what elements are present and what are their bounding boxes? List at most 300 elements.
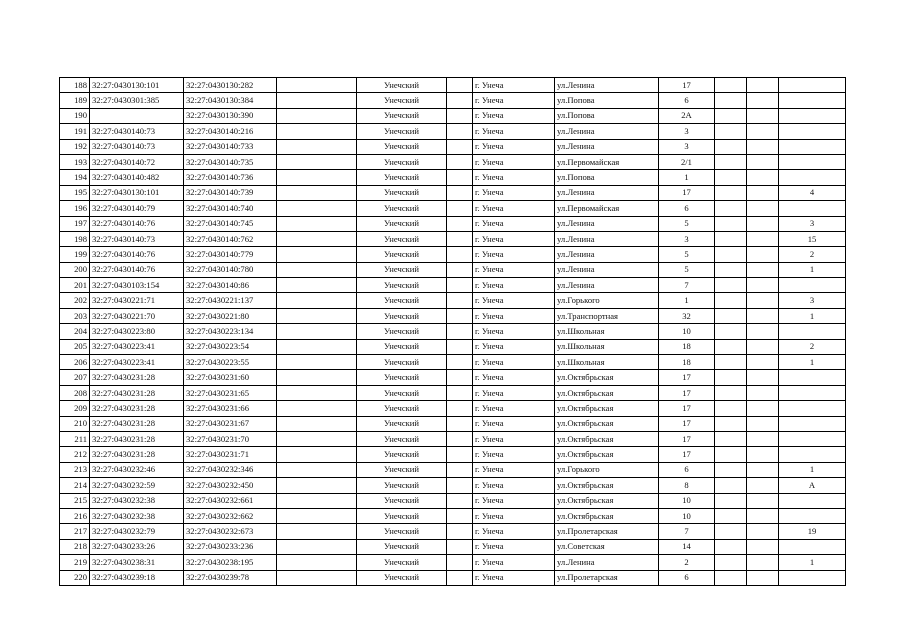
- city-cell: г. Унеча: [473, 355, 555, 370]
- house-number-cell: 32: [659, 308, 715, 323]
- table-row: [60, 478, 846, 493]
- table-row: [60, 216, 846, 231]
- street-cell: ул.Пролетарская: [555, 524, 659, 539]
- street-cell: ул.Октябрьская: [555, 447, 659, 462]
- apartment-cell: 1: [779, 262, 846, 277]
- district-cell: Унечский: [357, 401, 447, 416]
- empty-cell: [277, 508, 357, 523]
- row-number: 203: [60, 308, 90, 323]
- cadastral-number-parcel: 32:27:0430223:41: [90, 339, 184, 354]
- empty-cell: [715, 370, 747, 385]
- district-cell: Унечский: [357, 170, 447, 185]
- table-row: [60, 154, 846, 169]
- street-cell: ул.Ленина: [555, 231, 659, 246]
- empty-cell: [277, 539, 357, 554]
- district-cell: Унечский: [357, 493, 447, 508]
- empty-cell: [447, 416, 473, 431]
- apartment-cell: [779, 278, 846, 293]
- street-cell: ул.Советская: [555, 539, 659, 554]
- apartment-cell: 1: [779, 308, 846, 323]
- empty-cell: [747, 508, 779, 523]
- empty-cell: [447, 170, 473, 185]
- empty-cell: [277, 293, 357, 308]
- district-cell: Унечский: [357, 93, 447, 108]
- row-number: 194: [60, 170, 90, 185]
- empty-cell: [747, 216, 779, 231]
- empty-cell: [277, 493, 357, 508]
- empty-cell: [747, 355, 779, 370]
- street-cell: ул.Ленина: [555, 185, 659, 200]
- empty-cell: [447, 154, 473, 169]
- street-cell: ул.Ленина: [555, 278, 659, 293]
- district-cell: Унечский: [357, 339, 447, 354]
- street-cell: ул.Октябрьская: [555, 385, 659, 400]
- cadastral-number-parcel: 32:27:0430140:482: [90, 170, 184, 185]
- house-number-cell: 8: [659, 478, 715, 493]
- cadastral-number-parcel: 32:27:0430232:38: [90, 493, 184, 508]
- row-number: 217: [60, 524, 90, 539]
- row-number: 198: [60, 231, 90, 246]
- street-cell: ул.Школьная: [555, 339, 659, 354]
- empty-cell: [715, 124, 747, 139]
- apartment-cell: [779, 493, 846, 508]
- empty-cell: [715, 416, 747, 431]
- cadastral-number-parcel: 32:27:0430301:385: [90, 93, 184, 108]
- city-cell: г. Унеча: [473, 493, 555, 508]
- table-row: [60, 339, 846, 354]
- empty-cell: [715, 185, 747, 200]
- row-number: 199: [60, 247, 90, 262]
- city-cell: г. Унеча: [473, 478, 555, 493]
- street-cell: ул.Ленина: [555, 247, 659, 262]
- cadastral-number-parcel: 32:27:0430232:38: [90, 508, 184, 523]
- cadastral-number-object: 32:27:0430231:65: [184, 385, 277, 400]
- empty-cell: [447, 385, 473, 400]
- house-number-cell: 18: [659, 355, 715, 370]
- empty-cell: [447, 231, 473, 246]
- cadastral-number-parcel: 32:27:0430130:101: [90, 78, 184, 93]
- city-cell: г. Унеча: [473, 231, 555, 246]
- cadastral-number-parcel: 32:27:0430232:46: [90, 462, 184, 477]
- apartment-cell: [779, 201, 846, 216]
- street-cell: ул.Первомайская: [555, 201, 659, 216]
- empty-cell: [747, 262, 779, 277]
- empty-cell: [447, 370, 473, 385]
- empty-cell: [447, 139, 473, 154]
- empty-cell: [747, 447, 779, 462]
- apartment-cell: [779, 78, 846, 93]
- street-cell: ул.Попова: [555, 93, 659, 108]
- street-cell: ул.Пролетарская: [555, 570, 659, 585]
- city-cell: г. Унеча: [473, 247, 555, 262]
- empty-cell: [715, 108, 747, 123]
- city-cell: г. Унеча: [473, 293, 555, 308]
- cadastral-number-object: 32:27:0430221:137: [184, 293, 277, 308]
- apartment-cell: [779, 370, 846, 385]
- empty-cell: [715, 216, 747, 231]
- empty-cell: [447, 201, 473, 216]
- property-table: [59, 77, 846, 586]
- district-cell: Унечский: [357, 539, 447, 554]
- row-number: 193: [60, 154, 90, 169]
- empty-cell: [447, 108, 473, 123]
- empty-cell: [747, 324, 779, 339]
- table-row: [60, 93, 846, 108]
- cadastral-number-object: 32:27:0430130:282: [184, 78, 277, 93]
- city-cell: г. Унеча: [473, 508, 555, 523]
- empty-cell: [277, 370, 357, 385]
- empty-cell: [715, 431, 747, 446]
- row-number: 188: [60, 78, 90, 93]
- cadastral-number-object: 32:27:0430238:195: [184, 555, 277, 570]
- cadastral-number-parcel: 32:27:0430140:79: [90, 201, 184, 216]
- apartment-cell: 1: [779, 555, 846, 570]
- empty-cell: [277, 278, 357, 293]
- row-number: 220: [60, 570, 90, 585]
- house-number-cell: 18: [659, 339, 715, 354]
- apartment-cell: [779, 447, 846, 462]
- cadastral-number-parcel: 32:27:0430130:101: [90, 185, 184, 200]
- city-cell: г. Унеча: [473, 139, 555, 154]
- district-cell: Унечский: [357, 478, 447, 493]
- apartment-cell: [779, 93, 846, 108]
- cadastral-number-parcel: 32:27:0430140:72: [90, 154, 184, 169]
- table-row: [60, 124, 846, 139]
- city-cell: г. Унеча: [473, 308, 555, 323]
- apartment-cell: 3: [779, 216, 846, 231]
- cadastral-number-parcel: 32:27:0430221:70: [90, 308, 184, 323]
- empty-cell: [277, 78, 357, 93]
- empty-cell: [747, 339, 779, 354]
- empty-cell: [447, 216, 473, 231]
- street-cell: ул.Ленина: [555, 262, 659, 277]
- city-cell: г. Унеча: [473, 201, 555, 216]
- empty-cell: [747, 431, 779, 446]
- empty-cell: [747, 493, 779, 508]
- cadastral-number-object: 32:27:0430140:86: [184, 278, 277, 293]
- empty-cell: [277, 462, 357, 477]
- house-number-cell: 17: [659, 185, 715, 200]
- empty-cell: [277, 478, 357, 493]
- table-row: [60, 247, 846, 262]
- apartment-cell: А: [779, 478, 846, 493]
- table-row: [60, 355, 846, 370]
- empty-cell: [277, 93, 357, 108]
- empty-cell: [747, 247, 779, 262]
- city-cell: г. Унеча: [473, 539, 555, 554]
- empty-cell: [447, 308, 473, 323]
- empty-cell: [277, 355, 357, 370]
- district-cell: Унечский: [357, 216, 447, 231]
- apartment-cell: [779, 539, 846, 554]
- house-number-cell: 10: [659, 324, 715, 339]
- street-cell: ул.Ленина: [555, 139, 659, 154]
- house-number-cell: 7: [659, 278, 715, 293]
- row-number: 195: [60, 185, 90, 200]
- street-cell: ул.Октябрьская: [555, 478, 659, 493]
- empty-cell: [447, 355, 473, 370]
- row-number: 210: [60, 416, 90, 431]
- district-cell: Унечский: [357, 385, 447, 400]
- empty-cell: [747, 231, 779, 246]
- apartment-cell: [779, 108, 846, 123]
- empty-cell: [447, 570, 473, 585]
- empty-cell: [715, 170, 747, 185]
- empty-cell: [715, 324, 747, 339]
- district-cell: Унечский: [357, 462, 447, 477]
- street-cell: ул.Транспортная: [555, 308, 659, 323]
- cadastral-number-object: 32:27:0430140:733: [184, 139, 277, 154]
- apartment-cell: 2: [779, 247, 846, 262]
- district-cell: Унечский: [357, 555, 447, 570]
- district-cell: Унечский: [357, 570, 447, 585]
- house-number-cell: 3: [659, 124, 715, 139]
- apartment-cell: [779, 431, 846, 446]
- cadastral-number-object: 32:27:0430232:450: [184, 478, 277, 493]
- cadastral-number-parcel: 32:27:0430238:31: [90, 555, 184, 570]
- empty-cell: [747, 555, 779, 570]
- row-number: 189: [60, 93, 90, 108]
- district-cell: Унечский: [357, 278, 447, 293]
- house-number-cell: 17: [659, 385, 715, 400]
- street-cell: ул.Ленина: [555, 555, 659, 570]
- empty-cell: [715, 339, 747, 354]
- empty-cell: [447, 447, 473, 462]
- cadastral-number-parcel: 32:27:0430231:28: [90, 385, 184, 400]
- house-number-cell: 17: [659, 431, 715, 446]
- city-cell: г. Унеча: [473, 385, 555, 400]
- apartment-cell: [779, 385, 846, 400]
- empty-cell: [447, 339, 473, 354]
- cadastral-number-object: 32:27:0430140:779: [184, 247, 277, 262]
- district-cell: Унечский: [357, 447, 447, 462]
- table-row: [60, 108, 846, 123]
- house-number-cell: 6: [659, 93, 715, 108]
- cadastral-number-parcel: 32:27:0430140:73: [90, 231, 184, 246]
- table-row: [60, 524, 846, 539]
- district-cell: Унечский: [357, 247, 447, 262]
- cadastral-number-parcel: 32:27:0430140:76: [90, 216, 184, 231]
- empty-cell: [277, 185, 357, 200]
- city-cell: г. Унеча: [473, 555, 555, 570]
- table-row: [60, 370, 846, 385]
- empty-cell: [747, 78, 779, 93]
- empty-cell: [277, 124, 357, 139]
- district-cell: Унечский: [357, 78, 447, 93]
- district-cell: Унечский: [357, 431, 447, 446]
- table-row: [60, 385, 846, 400]
- empty-cell: [747, 278, 779, 293]
- cadastral-number-parcel: 32:27:0430232:79: [90, 524, 184, 539]
- empty-cell: [447, 293, 473, 308]
- cadastral-number-object: 32:27:0430221:80: [184, 308, 277, 323]
- cadastral-number-parcel: 32:27:0430231:28: [90, 447, 184, 462]
- empty-cell: [277, 231, 357, 246]
- table-row: [60, 570, 846, 585]
- cadastral-number-object: 32:27:0430140:740: [184, 201, 277, 216]
- cadastral-number-object: 32:27:0430231:66: [184, 401, 277, 416]
- house-number-cell: 17: [659, 370, 715, 385]
- row-number: 208: [60, 385, 90, 400]
- table-row: [60, 78, 846, 93]
- city-cell: г. Унеча: [473, 185, 555, 200]
- empty-cell: [747, 308, 779, 323]
- empty-cell: [277, 324, 357, 339]
- empty-cell: [277, 524, 357, 539]
- house-number-cell: 7: [659, 524, 715, 539]
- street-cell: ул.Школьная: [555, 324, 659, 339]
- table-row: [60, 185, 846, 200]
- city-cell: г. Унеча: [473, 370, 555, 385]
- apartment-cell: [779, 570, 846, 585]
- table-row: [60, 231, 846, 246]
- empty-cell: [747, 478, 779, 493]
- house-number-cell: 2А: [659, 108, 715, 123]
- cadastral-number-object: 32:27:0430223:55: [184, 355, 277, 370]
- empty-cell: [715, 262, 747, 277]
- empty-cell: [715, 231, 747, 246]
- empty-cell: [715, 447, 747, 462]
- city-cell: г. Унеча: [473, 324, 555, 339]
- district-cell: Унечский: [357, 185, 447, 200]
- table-row: [60, 308, 846, 323]
- cadastral-number-parcel: 32:27:0430140:76: [90, 262, 184, 277]
- city-cell: г. Унеча: [473, 401, 555, 416]
- empty-cell: [447, 462, 473, 477]
- table-row: [60, 262, 846, 277]
- city-cell: г. Унеча: [473, 431, 555, 446]
- empty-cell: [715, 478, 747, 493]
- empty-cell: [447, 493, 473, 508]
- table-row: [60, 508, 846, 523]
- empty-cell: [277, 416, 357, 431]
- district-cell: Унечский: [357, 293, 447, 308]
- street-cell: ул.Октябрьская: [555, 431, 659, 446]
- table-row: [60, 462, 846, 477]
- house-number-cell: 10: [659, 493, 715, 508]
- cadastral-number-object: 32:27:0430140:736: [184, 170, 277, 185]
- row-number: 200: [60, 262, 90, 277]
- district-cell: Унечский: [357, 139, 447, 154]
- apartment-cell: 2: [779, 339, 846, 354]
- city-cell: г. Унеча: [473, 462, 555, 477]
- row-number: 204: [60, 324, 90, 339]
- apartment-cell: [779, 416, 846, 431]
- empty-cell: [747, 201, 779, 216]
- district-cell: Унечский: [357, 524, 447, 539]
- empty-cell: [715, 139, 747, 154]
- empty-cell: [715, 293, 747, 308]
- empty-cell: [277, 154, 357, 169]
- cadastral-number-object: 32:27:0430140:216: [184, 124, 277, 139]
- cadastral-number-parcel: 32:27:0430223:80: [90, 324, 184, 339]
- row-number: 197: [60, 216, 90, 231]
- cadastral-number-object: 32:27:0430231:67: [184, 416, 277, 431]
- empty-cell: [747, 462, 779, 477]
- street-cell: ул.Попова: [555, 170, 659, 185]
- empty-cell: [447, 78, 473, 93]
- house-number-cell: 1: [659, 170, 715, 185]
- house-number-cell: 14: [659, 539, 715, 554]
- empty-cell: [447, 478, 473, 493]
- empty-cell: [277, 262, 357, 277]
- house-number-cell: 3: [659, 139, 715, 154]
- apartment-cell: 15: [779, 231, 846, 246]
- street-cell: ул.Октябрьская: [555, 493, 659, 508]
- empty-cell: [277, 308, 357, 323]
- empty-cell: [747, 524, 779, 539]
- district-cell: Унечский: [357, 108, 447, 123]
- row-number: 196: [60, 201, 90, 216]
- city-cell: г. Унеча: [473, 339, 555, 354]
- street-cell: ул.Школьная: [555, 355, 659, 370]
- empty-cell: [447, 324, 473, 339]
- empty-cell: [447, 262, 473, 277]
- empty-cell: [747, 401, 779, 416]
- table-row: [60, 324, 846, 339]
- row-number: 207: [60, 370, 90, 385]
- cadastral-number-object: 32:27:0430231:70: [184, 431, 277, 446]
- empty-cell: [747, 539, 779, 554]
- empty-cell: [715, 570, 747, 585]
- cadastral-number-object: 32:27:0430130:384: [184, 93, 277, 108]
- street-cell: ул.Горького: [555, 293, 659, 308]
- empty-cell: [747, 124, 779, 139]
- cadastral-number-object: 32:27:0430233:236: [184, 539, 277, 554]
- row-number: 212: [60, 447, 90, 462]
- apartment-cell: [779, 508, 846, 523]
- district-cell: Унечский: [357, 355, 447, 370]
- street-cell: ул.Ленина: [555, 78, 659, 93]
- row-number: 190: [60, 108, 90, 123]
- table-row: [60, 447, 846, 462]
- row-number: 214: [60, 478, 90, 493]
- street-cell: ул.Октябрьская: [555, 416, 659, 431]
- empty-cell: [747, 293, 779, 308]
- house-number-cell: 6: [659, 201, 715, 216]
- table-row: [60, 401, 846, 416]
- empty-cell: [277, 570, 357, 585]
- street-cell: ул.Первомайская: [555, 154, 659, 169]
- house-number-cell: 2/1: [659, 154, 715, 169]
- apartment-cell: [779, 170, 846, 185]
- empty-cell: [715, 385, 747, 400]
- table-row: [60, 293, 846, 308]
- city-cell: г. Унеча: [473, 524, 555, 539]
- empty-cell: [747, 570, 779, 585]
- empty-cell: [277, 216, 357, 231]
- table-row: [60, 139, 846, 154]
- empty-cell: [447, 124, 473, 139]
- row-number: 215: [60, 493, 90, 508]
- apartment-cell: 4: [779, 185, 846, 200]
- district-cell: Унечский: [357, 154, 447, 169]
- empty-cell: [277, 431, 357, 446]
- apartment-cell: 1: [779, 462, 846, 477]
- empty-cell: [747, 170, 779, 185]
- table-row: [60, 416, 846, 431]
- cadastral-number-object: 32:27:0430239:78: [184, 570, 277, 585]
- district-cell: Унечский: [357, 201, 447, 216]
- city-cell: г. Унеча: [473, 447, 555, 462]
- empty-cell: [747, 154, 779, 169]
- house-number-cell: 5: [659, 247, 715, 262]
- empty-cell: [447, 555, 473, 570]
- cadastral-number-object: 32:27:0430232:662: [184, 508, 277, 523]
- city-cell: г. Унеча: [473, 570, 555, 585]
- empty-cell: [277, 201, 357, 216]
- table-row: [60, 201, 846, 216]
